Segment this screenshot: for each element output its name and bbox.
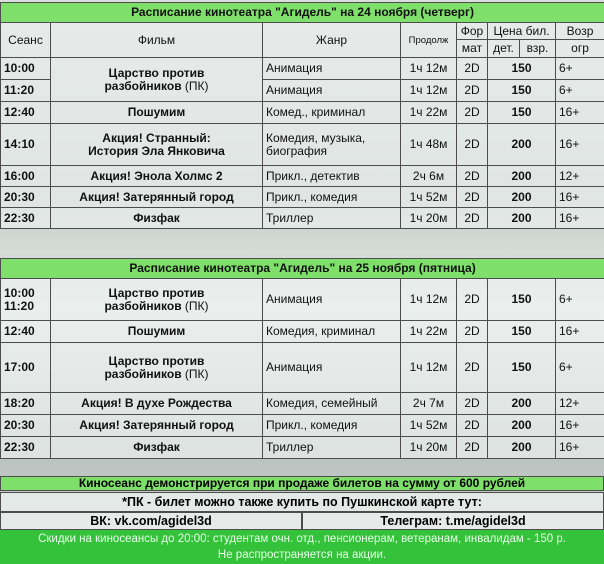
session-time: 12:40 [1, 102, 51, 124]
schedule-title: Расписание кинотеатра "Агидель" на 24 ноября (четверг) [1, 3, 604, 23]
film-format: 2D [457, 166, 488, 187]
table-row [1, 102, 604, 124]
header-price-child: дет. [488, 40, 520, 58]
table-row [1, 393, 604, 415]
table-row [1, 279, 604, 321]
table-row [1, 187, 604, 208]
film-duration: 1ч 12м [401, 279, 457, 321]
film-duration: 1ч 12м [401, 58, 457, 80]
session-time: 22:30 [1, 437, 51, 459]
film-genre: Анимация [263, 80, 401, 102]
header-age-top: Возр [556, 23, 604, 40]
film-format: 2D [457, 279, 488, 321]
header-format-top: Фор [457, 23, 488, 40]
schedule-title: Расписание кинотеатра "Агидель" на 25 ноября (пятница) [1, 259, 604, 279]
age-rating: 16+ [556, 437, 604, 459]
film-format: 2D [457, 393, 488, 415]
film-duration: 2ч 7м [401, 393, 457, 415]
discount-exclusion: Не распространяется на акции. [217, 549, 387, 561]
ticket-price: 150 [488, 279, 556, 321]
film-format: 2D [457, 124, 488, 166]
age-rating: 16+ [556, 124, 604, 166]
header-age-bottom: огр [556, 40, 604, 58]
film-genre: Триллер [263, 208, 401, 229]
age-rating: 16+ [556, 187, 604, 208]
film-title: Физфак [51, 208, 263, 229]
film-duration: 1ч 22м [401, 102, 457, 124]
film-title: Акция! Энола Холмс 2 [51, 166, 263, 187]
ticket-price: 200 [488, 437, 556, 459]
film-format: 2D [457, 208, 488, 229]
age-rating: 6+ [556, 279, 604, 321]
age-rating: 16+ [556, 321, 604, 343]
film-title: Физфак [51, 437, 263, 459]
table-row [1, 343, 604, 393]
table-row [1, 124, 604, 166]
film-genre: Комедия, криминал [263, 321, 401, 343]
telegram-link[interactable]: Телеграм: t.me/agidel3d [302, 512, 604, 530]
age-rating: 6+ [556, 80, 604, 102]
film-genre: Триллер [263, 437, 401, 459]
session-time: 18:20 [1, 393, 51, 415]
film-duration: 1ч 22м [401, 321, 457, 343]
film-format: 2D [457, 437, 488, 459]
film-duration: 1ч 20м [401, 437, 457, 459]
film-duration: 1ч 12м [401, 343, 457, 393]
session-time: 10:00 11:20 [1, 279, 51, 321]
session-time: 17:00 [1, 343, 51, 393]
session-time: 12:40 [1, 321, 51, 343]
table-row [1, 321, 604, 343]
film-genre: Анимация [263, 279, 401, 321]
age-rating: 12+ [556, 166, 604, 187]
header-film: Фильм [51, 23, 263, 58]
ticket-price: 150 [488, 80, 556, 102]
age-rating: 16+ [556, 208, 604, 229]
film-title: Акция! В духе Рождества [51, 393, 263, 415]
film-genre: Прикл., комедия [263, 415, 401, 437]
film-title: Пошумим [51, 321, 263, 343]
film-genre: Комед., криминал [263, 102, 401, 124]
session-time: 10:00 [1, 58, 51, 80]
film-format: 2D [457, 58, 488, 80]
pushkin-card-note: *ПК - билет можно также купить по Пушкинской карте тут: [0, 492, 604, 512]
age-rating: 16+ [556, 102, 604, 124]
film-title: Акция! Затерянный город [51, 415, 263, 437]
contacts-row [0, 512, 604, 530]
session-time: 20:30 [1, 415, 51, 437]
session-time: 14:10 [1, 124, 51, 166]
discount-banner [0, 530, 604, 564]
ticket-price: 200 [488, 166, 556, 187]
film-format: 2D [457, 415, 488, 437]
vk-link[interactable]: ВК: vk.com/agidel3d [0, 512, 302, 530]
film-title: Акция! Странный: История Эла Янковича [51, 124, 263, 166]
film-duration: 1ч 12м [401, 80, 457, 102]
age-rating: 16+ [556, 415, 604, 437]
ticket-price: 200 [488, 208, 556, 229]
ticket-price: 150 [488, 102, 556, 124]
film-genre: Прикл., комедия [263, 187, 401, 208]
film-title: Акция! Затерянный город [51, 187, 263, 208]
film-title: Царство против разбойников (ПК) [51, 279, 263, 321]
film-duration: 1ч 52м [401, 187, 457, 208]
header-format-bottom: мат [457, 40, 488, 58]
film-genre: Комедия, семейный [263, 393, 401, 415]
ticket-price: 150 [488, 58, 556, 80]
discount-text: Скидки на киносеансы до 20:00: студентам очн. отд., пенсионерам, ветеранам, инвалидам - 150 р. [38, 533, 566, 545]
schedule-table-day1 [0, 2, 604, 229]
age-rating: 6+ [556, 343, 604, 393]
film-genre: Анимация [263, 58, 401, 80]
ticket-price: 150 [488, 343, 556, 393]
header-session: Сеанс [1, 23, 51, 58]
film-genre: Анимация [263, 343, 401, 393]
ticket-price: 200 [488, 415, 556, 437]
header-price: Цена бил. [488, 23, 556, 40]
ticket-price: 200 [488, 393, 556, 415]
header-duration: Продолж [401, 23, 457, 58]
session-time: 20:30 [1, 187, 51, 208]
film-format: 2D [457, 187, 488, 208]
schedule-table-day2 [0, 258, 604, 459]
table-row [1, 437, 604, 459]
header-price-adult: взр. [520, 40, 556, 58]
film-duration: 1ч 48м [401, 124, 457, 166]
film-format: 2D [457, 321, 488, 343]
age-rating: 6+ [556, 58, 604, 80]
film-format: 2D [457, 343, 488, 393]
film-title: Царство против разбойников (ПК) [51, 343, 263, 393]
min-purchase-notice: Киносеанс демонстрируется при продаже билетов на сумму от 600 рублей [0, 476, 604, 491]
session-time: 11:20 [1, 80, 51, 102]
table-row [1, 208, 604, 229]
film-duration: 1ч 20м [401, 208, 457, 229]
header-genre: Жанр [263, 23, 401, 58]
film-duration: 1ч 52м [401, 415, 457, 437]
film-format: 2D [457, 80, 488, 102]
age-rating: 12+ [556, 393, 604, 415]
film-title: Пошумим [51, 102, 263, 124]
film-format: 2D [457, 102, 488, 124]
table-row [1, 166, 604, 187]
ticket-price: 200 [488, 124, 556, 166]
ticket-price: 150 [488, 321, 556, 343]
film-duration: 2ч 6м [401, 166, 457, 187]
film-genre: Комедия, музыка, биография [263, 124, 401, 166]
session-time: 22:30 [1, 208, 51, 229]
session-time: 16:00 [1, 166, 51, 187]
table-row [1, 58, 604, 80]
table-row [1, 415, 604, 437]
film-title: Царство против разбойников (ПК) [51, 58, 263, 102]
ticket-price: 200 [488, 187, 556, 208]
film-genre: Прикл., детектив [263, 166, 401, 187]
